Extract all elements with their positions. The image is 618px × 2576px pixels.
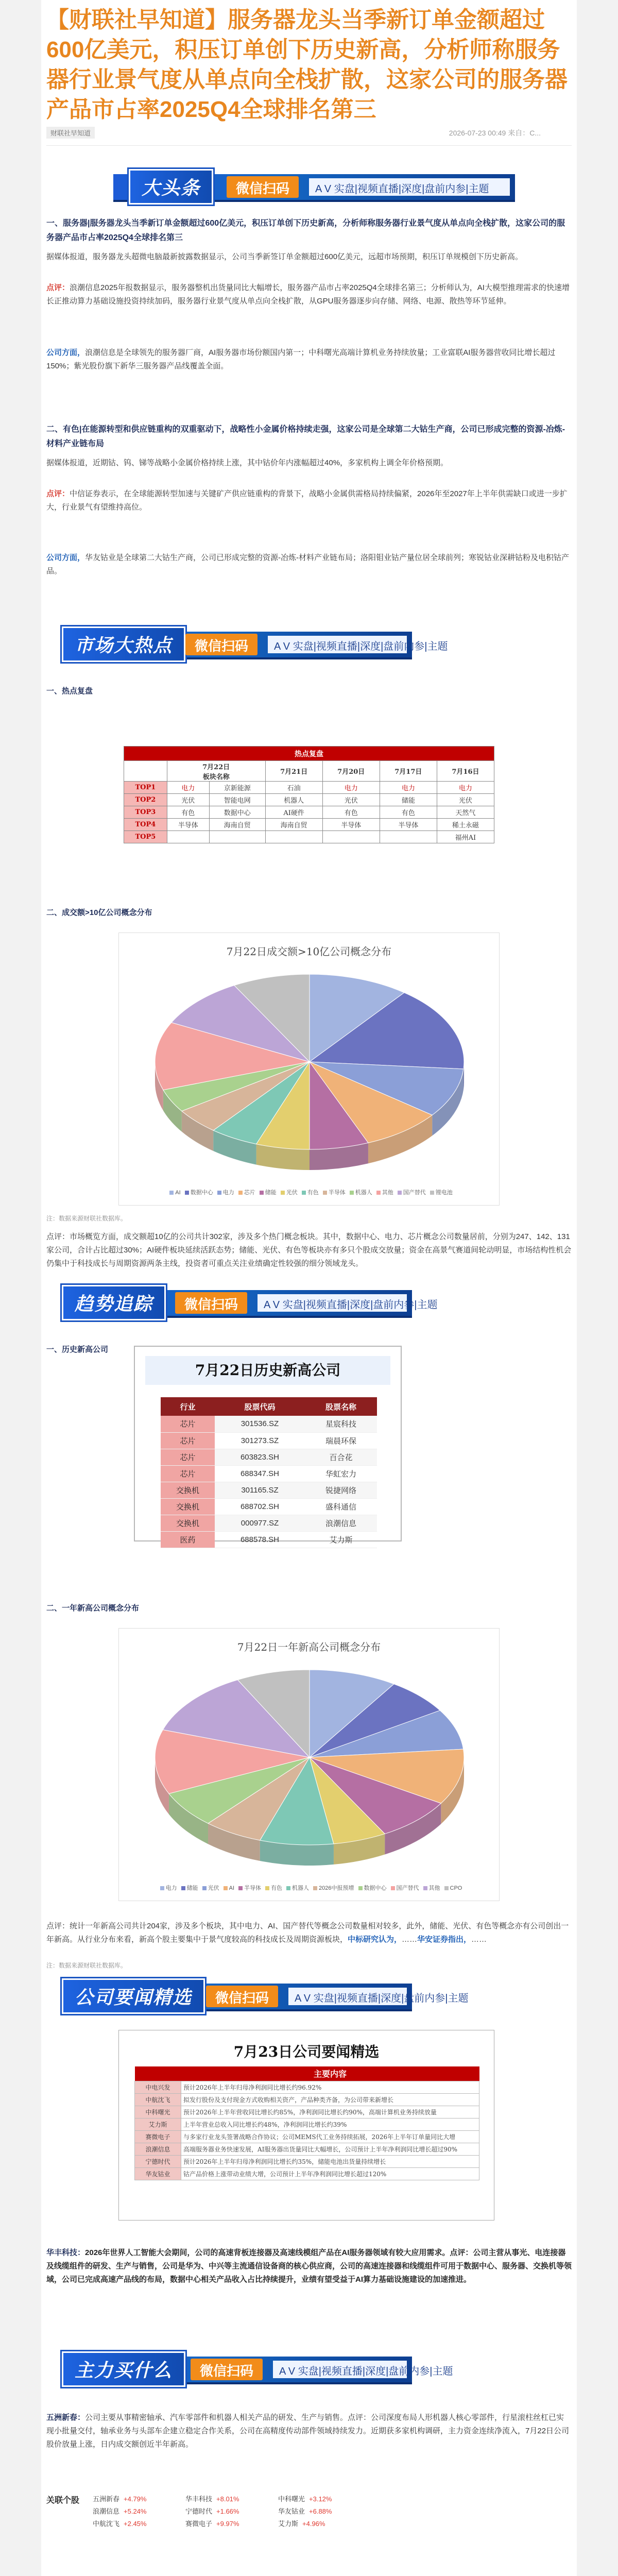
company-label: 公司方面，	[46, 553, 85, 562]
headline-p5	[46, 487, 572, 514]
stock-name: 中科曙光	[278, 2495, 305, 2503]
table-cell: 海南自贸	[265, 819, 322, 831]
table-cell: 福州AI	[437, 831, 494, 843]
legend-label: 有色	[271, 1885, 283, 1891]
stock-change: +4.96%	[302, 2520, 325, 2528]
stock-name: 中航沈飞	[93, 2520, 120, 2528]
related-stock[interactable]	[278, 2506, 332, 2516]
related-stock[interactable]	[278, 2494, 332, 2503]
rank-cell: TOP1	[124, 782, 167, 794]
table-cell	[322, 831, 380, 843]
legend-label: 2026中报预增	[319, 1885, 354, 1891]
related-stock[interactable]	[185, 2518, 239, 2528]
headline-p3	[46, 346, 572, 373]
legend-swatch	[391, 1886, 395, 1890]
table-cell: AI硬件	[265, 806, 322, 819]
header-cell: 7月22日 板块名称	[167, 761, 265, 782]
stock-change: +3.12%	[309, 2495, 332, 2503]
banner-ticker: A V 实盘|视频直播|深度|盘前内参|主题	[309, 178, 510, 196]
company-cell: 艾力斯	[135, 2118, 181, 2130]
wechat-scan-button[interactable]: 微信扫码	[175, 1292, 247, 1314]
headline-p6	[46, 551, 572, 578]
banner-title: 大头条	[129, 169, 213, 205]
related-stock[interactable]	[278, 2518, 325, 2528]
table-cell: 天然气	[437, 806, 494, 819]
content-cell: 预计2026年上半年营收同比增长约85%，净利润同比增长约90%，高端计算机业务持续放量	[181, 2106, 479, 2118]
legend-label: 储能	[186, 1885, 198, 1891]
legend-label: 机器人	[355, 1190, 372, 1196]
table-cell: 半导体	[167, 819, 209, 831]
company-cell: 中航沈飞	[135, 2093, 181, 2106]
table-row	[135, 2155, 479, 2167]
content-cell: 高端服务器业务快速发展，AI服务器出货量同比大幅增长，公司预计上半年净利润同比增长超过90%	[181, 2143, 479, 2155]
table-row	[135, 2106, 479, 2118]
legend-swatch	[350, 1191, 354, 1195]
news-title: 7月23日公司要闻精选	[233, 2043, 380, 2060]
article-tag[interactable]: 财联社早知道	[46, 127, 95, 139]
code-cell: 688347.SH	[215, 1465, 305, 1482]
table-row	[161, 1465, 377, 1482]
table-cell: 有色	[167, 806, 209, 819]
stock-name: 宁德时代	[185, 2507, 213, 2515]
banner-ticker: A V 实盘|视频直播|深度|盘前内参|主题	[268, 636, 407, 653]
article-date: 2026-07-23 00:49 来自：C...	[449, 129, 541, 137]
hot-section2: 二、成交额>10亿公司概念分布	[46, 908, 152, 917]
legend-swatch	[217, 1191, 221, 1195]
header-cell: 7月21日	[265, 761, 322, 782]
ipo-header: 股票代码	[215, 1397, 305, 1416]
legend-swatch	[286, 1886, 290, 1890]
table-cell: 光伏	[322, 794, 380, 806]
content-cell: 上半年营业总收入同比增长约48%，净利润同比增长约39%	[181, 2118, 479, 2130]
related-stocks-label: 关联个股	[46, 2496, 80, 2505]
chart2-note-text: 点评：统计一年新高公司共计204家，涉及多个板块，其中电力、AI、国产替代等概念公司数量相对较多，此外，储能、光伏、有色等概念亦有公司创出一年新高。从行业分布来看，新高个股主要集中于景气度较高的科技成长及周期资源板块，	[46, 1922, 569, 1944]
news-header-blank	[135, 2066, 181, 2081]
legend-label: 储能	[265, 1190, 277, 1196]
table-cell: 智能电网	[209, 794, 265, 806]
header-cell: 7月17日	[380, 761, 437, 782]
legend-swatch	[281, 1191, 285, 1195]
table-row	[135, 2093, 479, 2106]
legend-label: 电力	[222, 1190, 234, 1196]
stock-name: 五洲新春	[93, 2495, 120, 2503]
table-row	[124, 782, 494, 794]
headline-p6-text: 华友钴业是全球第二大钴生产商，公司已形成完整的资源-冶炼-材料产业链布局；洛阳钼业钴产量位居全球前列；寒锐钴业深耕钴粉及电积钴产品。	[46, 553, 570, 575]
table-row	[124, 819, 494, 831]
code-cell: 688578.SH	[215, 1531, 305, 1548]
rank-cell: TOP4	[124, 819, 167, 831]
chart2-box	[118, 1628, 500, 1901]
legend-label: 数据中心	[190, 1190, 213, 1196]
headline-point1-heading: 一、服务器|服务器龙头当季新订单金额超过600亿美元，积压订单创下历史新高，分析师称服务器行业景气度从单点向全栈扩散，这家公司的服务器产品市占率2025Q4全球排名第三	[46, 219, 565, 242]
table-cell	[265, 831, 322, 843]
table-row	[135, 2130, 479, 2143]
related-stock[interactable]	[93, 2506, 146, 2516]
code-cell: 603823.SH	[215, 1449, 305, 1465]
legend-label: 有色	[307, 1190, 319, 1196]
news-note-text: 2026年世界人工智能大会期间，公司的高速背板连接器及高速线模组产品在AI服务器领域有较大应用需求。点评：公司主营从事光、电连接器及线缆组件的研发、生产与销售，公司是华为、中兴等主流通信设备商的核心供应商，公司的高速连接器和线缆组件可用于数据中心、服务器、交换机等领域，公司已完成高速产品线的布局，数据中心相关产品收入占比持续提升，业绩有望受益于AI算力基础设施建设的加速推进。	[46, 2248, 572, 2284]
legend-label: 国产替代	[403, 1190, 426, 1196]
chart2-title: 7月22日一年新高公司概念分布	[237, 1641, 381, 1653]
legend-swatch	[430, 1191, 434, 1195]
stock-name: 华丰科技	[185, 2495, 213, 2503]
table-cell: 电力	[380, 782, 437, 794]
news-box	[118, 2030, 494, 2221]
code-cell: 301536.SZ	[215, 1416, 305, 1432]
comment-label: 点评：	[46, 489, 70, 498]
legend-label: 光伏	[286, 1190, 298, 1196]
table-cell: 电力	[167, 782, 209, 794]
company-label: 公司方面，	[46, 348, 85, 357]
banner-title: 市场大热点	[62, 626, 185, 662]
ipo-header: 股票名称	[305, 1397, 377, 1416]
headline-p2-text: 浪潮信息2025年报数据显示，服务器整机出货量同比大幅增长，服务器产品市占率2025Q4全球排名第三；分析师认为，AI大模型推理需求的快速增长正推动算力基础设施投资持续加码，服务器行业景气度从单点向全栈扩散，从GPU服务器逐步向存储、网络、电源、散热等环节延伸。	[46, 283, 570, 306]
industry-cell: 医药	[161, 1531, 215, 1548]
legend-swatch	[224, 1886, 228, 1890]
banner-company	[41, 1976, 469, 2016]
table-cell: 半导体	[380, 819, 437, 831]
legend-swatch	[423, 1886, 427, 1890]
name-cell: 瑞晨环保	[305, 1432, 377, 1449]
table-row	[135, 2118, 479, 2130]
stock-change: +6.88%	[309, 2507, 332, 2515]
legend-label: 半导体	[328, 1190, 346, 1196]
legend-swatch	[376, 1191, 381, 1195]
company-cell: 浪潮信息	[135, 2143, 181, 2155]
table-row	[161, 1482, 377, 1498]
industry-cell: 芯片	[161, 1465, 215, 1482]
chart2-pie	[119, 1654, 500, 1896]
content-cell: 钴产品价格上涨带动业绩大增，公司预计上半年净利润同比增长超过120%	[181, 2167, 479, 2180]
table-row	[161, 1432, 377, 1449]
company-cell: 华友钴业	[135, 2167, 181, 2180]
legend-label: 机器人	[292, 1885, 310, 1891]
name-cell: 华虹宏力	[305, 1465, 377, 1482]
stock-change: +1.66%	[216, 2507, 239, 2515]
headline-p1: 据媒体报道，服务器龙头超微电脑最新披露数据显示，公司当季新签订单金额超过600亿美元，远超市场预期，积压订单规模创下历史新高。	[46, 252, 523, 261]
company-cell: 赛微电子	[135, 2130, 181, 2143]
table-row	[161, 1416, 377, 1432]
stock-change: +9.97%	[216, 2520, 239, 2528]
table-row	[135, 2143, 479, 2155]
table-row	[135, 2167, 479, 2180]
ipo-header: 行业	[161, 1397, 215, 1416]
table-cell	[209, 831, 265, 843]
legend-label: 电力	[165, 1885, 177, 1891]
legend-label: 光伏	[208, 1885, 219, 1891]
legend-label: AI	[175, 1190, 181, 1196]
legend-swatch	[398, 1191, 402, 1195]
divider	[46, 145, 572, 146]
article	[41, 0, 577, 2576]
headline-p5-text: 中信证券表示，在全球能源转型加速与关键矿产供应链重构的背景下，战略小金属供需格局持续偏紧，2026年至2027年上半年供需缺口或进一步扩大，行业景气有望维持高位。	[46, 489, 568, 512]
industry-cell: 交换机	[161, 1498, 215, 1515]
chart1-box	[118, 933, 500, 1206]
wechat-scan-button[interactable]: 微信扫码	[206, 1986, 278, 2007]
name-cell: 百合花	[305, 1449, 377, 1465]
content-cell: 预计2026年上半年归母净利润同比增长约35%，储能电池出货量持续增长	[181, 2155, 479, 2167]
ipo-title: 7月22日历史新高公司	[145, 1356, 390, 1385]
news-note-label: 华丰科技：	[46, 2248, 85, 2257]
table-cell: 京新能源	[209, 782, 265, 794]
legend-label: CPO	[450, 1885, 462, 1891]
related-stock[interactable]	[93, 2518, 146, 2528]
table-cell: 电力	[322, 782, 380, 794]
table-row	[161, 1449, 377, 1465]
stock-name: 赛微电子	[185, 2520, 213, 2528]
table-cell: 有色	[322, 806, 380, 819]
banner-trend	[41, 1283, 438, 1323]
table-cell: 光伏	[167, 794, 209, 806]
banner-mainbuy	[41, 2349, 453, 2389]
banner-ticker: A V 实盘|视频直播|深度|盘前内参|主题	[288, 1988, 407, 2005]
content-cell: 与多家行业龙头签署战略合作协议；公司MEMS代工业务持续拓展，2026年上半年订单量同比大增	[181, 2130, 479, 2143]
code-cell: 301273.SZ	[215, 1432, 305, 1449]
legend-label: AI	[229, 1885, 235, 1891]
header-cell: 7月20日	[322, 761, 380, 782]
article-meta	[46, 127, 572, 138]
industry-cell: 芯片	[161, 1416, 215, 1432]
legend-label: 芯片	[244, 1190, 255, 1196]
headline-p2	[46, 281, 572, 308]
headline-point2-heading: 二、有色|在能源转型和供应链重构的双重驱动下，战略性小金属价格持续走强，这家公司是全球第二大钴生产商，公司已形成完整的资源-冶炼-材料产业链布局	[46, 425, 565, 448]
code-cell: 000977.SZ	[215, 1515, 305, 1531]
table-row	[124, 831, 494, 843]
table-cell: 光伏	[437, 794, 494, 806]
name-cell: 星宸科技	[305, 1416, 377, 1432]
banner-headline	[113, 167, 515, 207]
legend-label: 锂电池	[435, 1190, 453, 1196]
code-cell: 301165.SZ	[215, 1482, 305, 1498]
article-title: 【财联社早知道】服务器龙头当季新订单金额超过600亿美元，积压订单创下历史新高，分析师称服务器行业景气度从单点向全栈扩散，这家公司的服务器产品市占率2025Q4全球排名第三	[46, 7, 568, 122]
legend-swatch	[265, 1886, 269, 1890]
legend-swatch	[302, 1191, 306, 1195]
legend-swatch	[202, 1886, 207, 1890]
legend-swatch	[169, 1191, 174, 1195]
industry-cell: 交换机	[161, 1482, 215, 1498]
hot-section1: 一、热点复盘	[46, 687, 93, 696]
banner-title: 主力买什么	[62, 2351, 185, 2387]
news-table	[134, 2066, 479, 2180]
stock-change: +2.45%	[124, 2520, 147, 2528]
legend-label: 其他	[382, 1190, 393, 1196]
rank-cell: TOP2	[124, 794, 167, 806]
table-cell: 石油	[265, 782, 322, 794]
company-cell: 中科曙光	[135, 2106, 181, 2118]
name-cell: 锐捷网络	[305, 1482, 377, 1498]
legend-swatch	[260, 1191, 264, 1195]
wechat-scan-button[interactable]: 微信扫码	[185, 634, 258, 655]
related-stock[interactable]	[185, 2506, 239, 2516]
table-cell: 稀土永磁	[437, 819, 494, 831]
company-cell: 中电兴发	[135, 2081, 181, 2093]
hot-table-caption: 热点复盘	[124, 747, 494, 761]
related-stock[interactable]	[93, 2494, 146, 2503]
legend-swatch	[358, 1886, 363, 1890]
chart1-title: 7月22日成交额>10亿公司概念分布	[226, 945, 392, 958]
header-cell: 7月16日	[437, 761, 494, 782]
mainbuy-note	[46, 2411, 572, 2451]
header-cell	[124, 761, 167, 782]
table-cell: 海南自贸	[209, 819, 265, 831]
trend-section1: 一、历史新高公司	[46, 1345, 109, 1354]
name-cell: 盛科通信	[305, 1498, 377, 1515]
stock-name: 艾力斯	[278, 2520, 299, 2528]
legend-swatch	[181, 1886, 185, 1890]
banner-ticker: A V 实盘|视频直播|深度|盘前内参|主题	[273, 2361, 407, 2378]
wechat-scan-button[interactable]: 微信扫码	[227, 176, 299, 198]
banner-title: 趋势追踪	[62, 1285, 166, 1320]
chart1-note: 点评：市场概览方面，成交额超10亿的公司共计302家，涉及多个热门概念板块。其中，数据中心、电力、芯片概念公司数量居前，分别为247、142、131家公司，合计占比超过30%；AI硬件板块延续活跃态势；储能、光伏、有色等板块亦有多只个股成交放量；资金在高景气赛道间轮动明显，市场结构性机会仍集中于科技成长与周期资源两条主线，投资者可重点关注业绩确定性较强的细分领域龙头。	[46, 1232, 572, 1268]
table-row	[161, 1515, 377, 1531]
table-cell: 有色	[380, 806, 437, 819]
table-row	[161, 1531, 377, 1548]
mainbuy-label: 五洲新春：	[46, 2413, 85, 2422]
trend-section2: 二、一年新高公司概念分布	[46, 1604, 140, 1613]
wechat-scan-button[interactable]: 微信扫码	[191, 2359, 263, 2380]
stock-change: +4.79%	[124, 2495, 147, 2503]
legend-swatch	[238, 1886, 243, 1890]
table-cell: 半导体	[322, 819, 380, 831]
industry-cell: 交换机	[161, 1515, 215, 1531]
rank-cell: TOP5	[124, 831, 167, 843]
chart2-note: 点评：统计一年新高公司共计204家，涉及多个板块，其中电力、AI、国产替代等概念公司数量相对较多，此外，储能、光伏、有色等概念亦有公司创出一年新高。从行业分布来看，新高个股主要集中于景气度较高的科技成长及周期资源板块，中标研究认为，……华安证券指出，……	[46, 1922, 569, 1944]
ipo-box	[134, 1346, 402, 1545]
stock-change: +5.24%	[124, 2507, 147, 2515]
legend-swatch	[313, 1886, 317, 1890]
table-row	[124, 806, 494, 819]
stock-name: 浪潮信息	[93, 2507, 120, 2515]
legend-swatch	[185, 1191, 189, 1195]
legend-swatch	[238, 1191, 243, 1195]
table-cell: 储能	[380, 794, 437, 806]
table-cell	[380, 831, 437, 843]
chart2-note-b: 中标研究认为，	[348, 1935, 402, 1944]
stock-name: 华友钴业	[278, 2507, 305, 2515]
ipo-table	[161, 1397, 377, 1548]
chart1-pie	[119, 959, 500, 1201]
chart2-caption: 注：数据来源财联社数据库。	[46, 1962, 127, 1969]
chart1-caption: 注：数据来源财联社数据库。	[46, 1215, 127, 1222]
headline-p3-text: 浪潮信息是全球领先的服务器厂商，AI服务器市场份额国内第一；中科曙光高端计算机业务持续放量；工业富联AI服务器营收同比增长超过150%；紫光股份旗下新华三服务器产品线覆盖全面。	[46, 348, 556, 370]
news-note	[46, 2246, 572, 2286]
table-row	[161, 1498, 377, 1515]
headline-p4: 据媒体报道，近期钴、钨、锑等战略小金属价格持续上涨，其中钴价年内涨幅超过40%，多家机构上调全年价格预期。	[46, 459, 449, 467]
legend-label: 国产替代	[396, 1885, 419, 1891]
legend-label: 其他	[428, 1885, 440, 1891]
hot-table-header	[124, 761, 494, 782]
company-cell: 宁德时代	[135, 2155, 181, 2167]
industry-cell: 芯片	[161, 1449, 215, 1465]
name-cell: 艾力斯	[305, 1531, 377, 1548]
comment-label: 点评：	[46, 283, 70, 292]
chart1-legend	[129, 1188, 489, 1196]
table-row	[135, 2081, 479, 2093]
hot-table	[124, 746, 494, 843]
table-cell: 机器人	[265, 794, 322, 806]
banner-title: 公司要闻精选	[62, 1978, 205, 2014]
legend-swatch	[323, 1191, 327, 1195]
code-cell: 688702.SH	[215, 1498, 305, 1515]
table-row	[124, 794, 494, 806]
mainbuy-text: 公司主要从事精密轴承、汽车零部件和机器人相关产品的研发、生产与销售。点评：公司深度布局人形机器人核心零部件，行星滚柱丝杠已实现小批量交付，轴承业务与头部车企建立稳定合作关系，公司在高精度传动部件领域持续发力。近期获多家机构调研，主力资金连续净流入，7月22日公司股价放量上涨，日内成交额创近半年新高。	[46, 2413, 570, 2449]
legend-swatch	[160, 1886, 164, 1890]
industry-cell: 芯片	[161, 1432, 215, 1449]
related-stock[interactable]	[185, 2494, 239, 2503]
name-cell: 浪潮信息	[305, 1515, 377, 1531]
rank-cell: TOP3	[124, 806, 167, 819]
chart2-legend	[129, 1884, 489, 1892]
banner-ticker: A V 实盘|视频直播|深度|盘前内参|主题	[258, 1294, 407, 1312]
stock-change: +8.01%	[216, 2495, 239, 2503]
table-cell: 电力	[437, 782, 494, 794]
chart2-note-c: 华安证券指出，	[417, 1935, 472, 1944]
content-cell: 拟发行股份及支付现金方式收购相关资产，产品种类齐备，为公司带来新增长	[181, 2093, 479, 2106]
banner-market	[41, 624, 448, 665]
news-header: 主要内容	[181, 2066, 479, 2081]
content-cell: 预计2026年上半年归母净利润同比增长约96.92%	[181, 2081, 479, 2093]
legend-label: 半导体	[244, 1885, 262, 1891]
article-title-block	[46, 5, 572, 125]
table-cell	[167, 831, 209, 843]
table-cell: 数据中心	[209, 806, 265, 819]
legend-swatch	[444, 1886, 449, 1890]
legend-label: 数据中心	[364, 1885, 387, 1891]
